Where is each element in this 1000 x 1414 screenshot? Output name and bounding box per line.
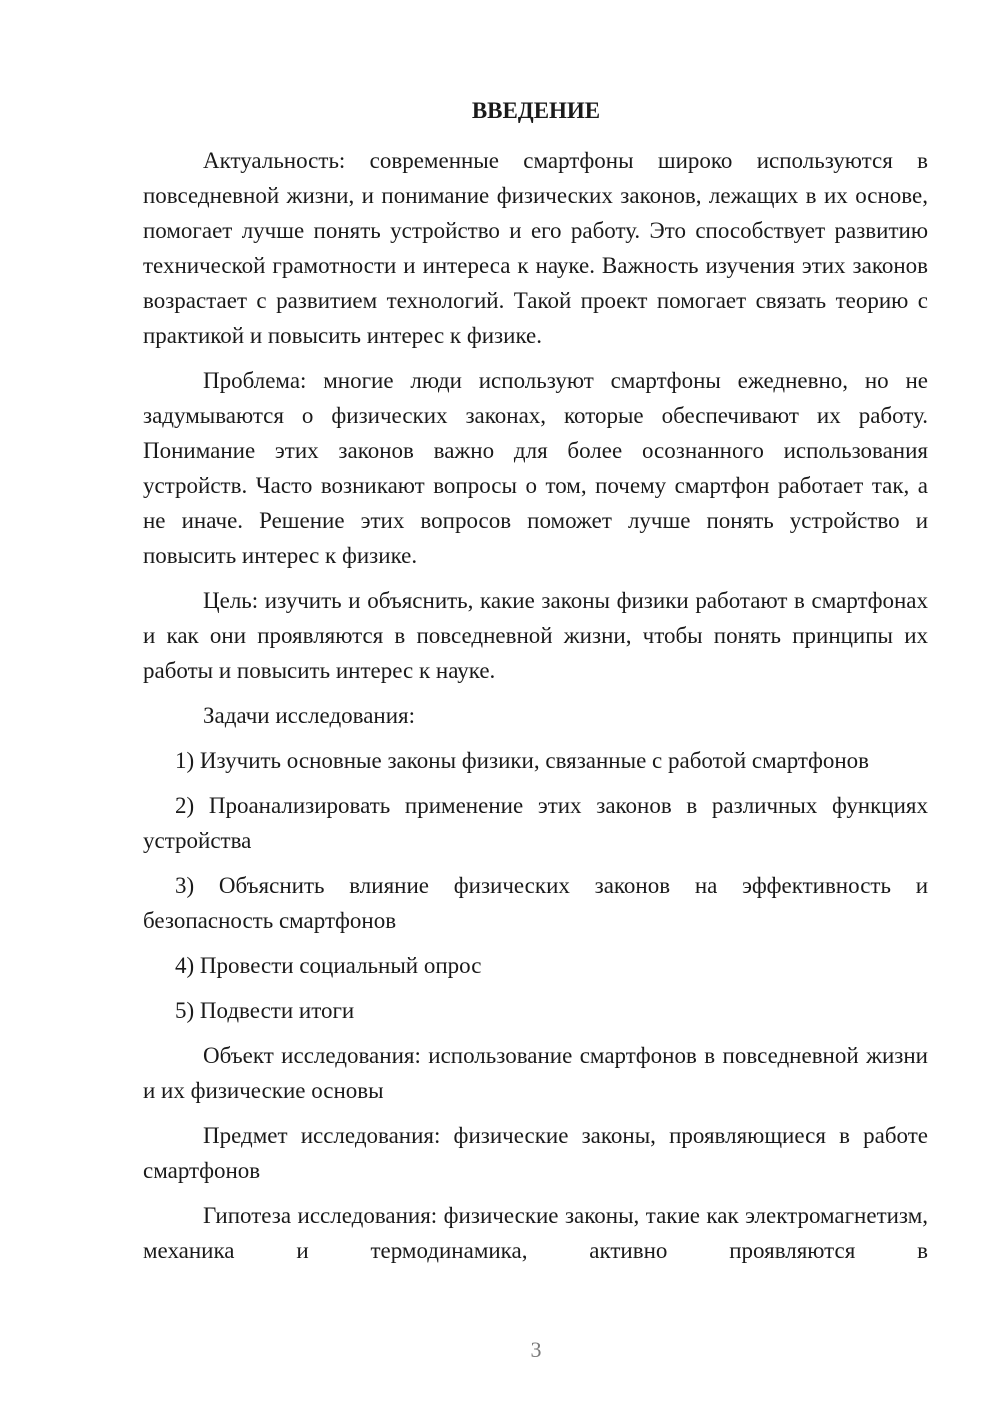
task-item-5: 5) Подвести итоги: [175, 998, 355, 1023]
paragraph-hypothesis: Гипотеза исследования: физические законы, такие как электромагнетизм, механика и термодинамика, активно проявляются в: [143, 1203, 928, 1263]
paragraph-goal: Цель: изучить и объяснить, какие законы физики работают в смартфонах и как они проявляются в повседневной жизни, чтобы понять принципы их работы и повысить интерес к науке.: [143, 588, 928, 683]
page-number: 3: [530, 1337, 542, 1362]
paragraph-relevance: Актуальность: современные смартфоны широко используются в повседневной жизни, и понимание физических законов, лежащих в их основе, помогает лучше понять устройство и его работу. Это способствует развитию технической грамотности и интереса к науке. Важность изучения этих законов возрастает с развитием технологий. Такой проект помогает связать теорию с практикой и повысить интерес к физике.: [143, 148, 928, 348]
paragraph-subject: Предмет исследования: физические законы, проявляющиеся в работе смартфонов: [143, 1123, 928, 1183]
task-item-1: 1) Изучить основные законы физики, связанные с работой смартфонов: [175, 748, 870, 773]
tasks-heading: Задачи исследования:: [203, 703, 416, 728]
paragraph-problem: Проблема: многие люди используют смартфоны ежедневно, но не задумываются о физических законах, которые обеспечивают их работу. Понимание этих законов важно для более осознанного использования устройств. Часто возникают вопросы о том, почему смартфон работает так, а не иначе. Решение этих вопросов поможет лучше понять устройство и повысить интерес к физике.: [143, 368, 928, 568]
page-title: ВВЕДЕНИЕ: [471, 98, 601, 123]
task-item-2: 2) Проанализировать применение этих законов в различных функциях устройства: [143, 793, 928, 853]
paragraph-object: Объект исследования: использование смартфонов в повседневной жизни и их физические основы: [143, 1043, 928, 1103]
document-body: [143, 143, 928, 1278]
task-item-3: 3) Объяснить влияние физических законов на эффективность и безопасность смартфонов: [143, 873, 928, 933]
task-item-4: 4) Провести социальный опрос: [175, 953, 482, 978]
